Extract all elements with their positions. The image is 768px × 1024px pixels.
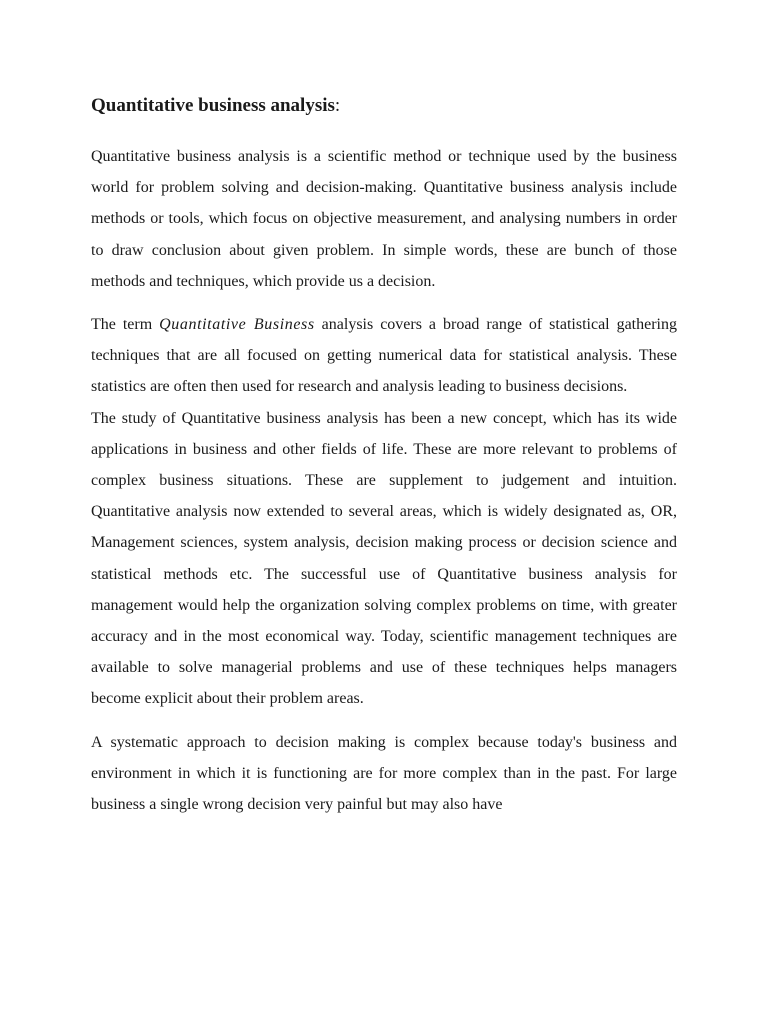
heading-colon: : [334,95,341,116]
heading-title: Quantitative business analysis [91,95,335,116]
document-heading [91,93,677,119]
italic-term: Quantitative Business [159,316,315,334]
paragraph-term [91,309,677,403]
paragraph-systematic-approach: A systematic approach to decision making is complex because today's business and environment in which it is functioning are for more complex than in the past. For large business a single wrong decision very painful but may also have [91,733,677,814]
paragraph-term-lead: The term [91,316,153,334]
paragraph-study: The study of Quantitative business analysis has been a new concept, which has its wide applications in business and other fields of life. These are more relevant to problems of complex business situations. These are supplement to judgement and intuition. Quantitative analysis now extended to several areas, which is widely designated as, OR, Management sciences, system analysis, decision making process or decision science and statistical methods etc. The successful use of Quantitative business analysis for management would help the organization solving complex problems on time, with greater accuracy and in the most economical way. Today, scientific management techniques are available to solve managerial problems and use of these techniques helps managers become explicit about their problem areas. [91,409,677,708]
paragraph-definition: Quantitative business analysis is a scientific method or technique used by the business world for problem solving and decision-making. Quantitative business analysis include methods or tools, which focus on objective measurement, and analysing numbers in order to draw conclusion about given problem. In simple words, these are bunch of those methods and techniques, which provide us a decision. [91,148,677,290]
paragraph-term-rest: analysis covers a broad range of statistical gathering techniques that are all focused on getting numerical data for statistical analysis. These statistics are often then used for research and analysis leading to business decisions. [91,316,677,396]
document-body [91,93,677,820]
